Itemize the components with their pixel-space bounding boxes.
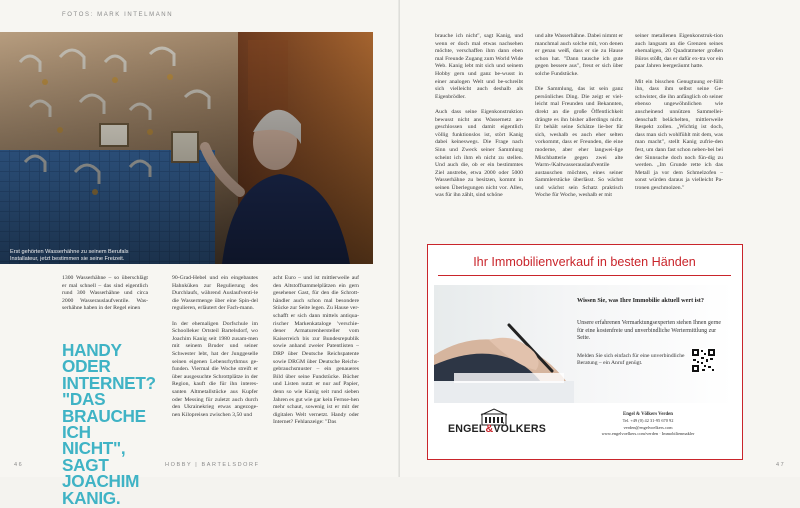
logo-word-voelkers: VÖLKERS (493, 423, 546, 435)
article-paragraph: brauche ich nicht", sagt Kanig, und wenn er doch mal etwas nachsehen möchte, verschaffen ihm dann eben mal Freunde Zugang zum World Wide Web. Kanig lebt mit sich und seinem Hobby gern und ganz be-wusst in einer analogen Welt und be-schreibt sich vielleicht auch deshalb als Eigenbrödler. (435, 33, 523, 100)
pull-quote: HANDY ODER INTERNET? "DAS BRAUCHE ICH NICHT", SAGT JOACHIM KANIG. (62, 340, 156, 508)
feature-photo (0, 32, 373, 264)
ad-headline: Ihr Immobilienverkauf in besten Händen (473, 255, 696, 269)
ad-contact-block (588, 412, 708, 437)
page-number-right: 47 (776, 462, 786, 468)
ad-contact-email[interactable]: verden@engelvoelkers.com (623, 424, 673, 430)
ad-divider (438, 275, 731, 276)
photo-caption: Erst gehörten Wasserhähne zu seinem Berufals Installateur, jetzt bestimmen sie seine Freizeit. (10, 249, 129, 263)
collector-photo-illustration (0, 32, 373, 264)
ad-contact-phone[interactable]: Tel. +49 (0) 42 31-95 670 92 (622, 418, 674, 424)
article-column-6 (635, 33, 723, 200)
ad-contact-firm: Engel & Völkers Verden (623, 412, 673, 417)
article-column-4 (435, 33, 523, 208)
article-paragraph: und alte Wasserhähne. Dabei nimmt er manchmal auch solche mit, von denen er genau weiß, dass er sie zu Hause schon hat. "Dann tausche ich gute gegen bessere aus", freut er sich über solche Fundstücke. (535, 33, 623, 77)
ad-contact-website[interactable]: www.engelvoelkers.com/verden · Immobilienmakler (601, 430, 695, 436)
qr-code-icon[interactable] (691, 348, 716, 373)
article-paragraph: In der ehemaligen Dorfschule im Schoolleker Ortsteil Bartelsdorf, wo Joachim Kanig seit 1980 zusam-men mit seinem Bruder und seiner Schwester lebt, hat der Junggeselle seinen eigenen Lebensrhythmus ge-funden. Viermal die Woche streift er über ausgesuchte Schrottplätze in der Region, kauft die für ihn interes-santen Altmetallstücke aus Kupfer oder Messing für zuletzt auch durch den Ukrainekrieg etwas angezoge-nen Kilopreisen zwischen 3,50 und (172, 320, 258, 418)
article-paragraph: 90-Grad-Hebel und ein eingebautes Hahnküken zur Regulierung des Durchlaufs, während Auslaufventi-le die Wassermenge über eine Spin-del regulieren, erläutert der Fach-mann. (172, 275, 258, 312)
ad-question: Wissen Sie, was Ihre Immobilie aktuell wert ist? (577, 297, 704, 304)
real-estate-advertisement[interactable] (427, 244, 743, 460)
article-column-2 (172, 275, 258, 427)
logo-ampersand: & (485, 423, 494, 435)
article-paragraph: seiner metallenen Eigenkonstruk-tion auch langsam an die Grenzen seines ehemaligen, 20 Quadratmeter großen Büros stößt, das er dafür ex-tra vor ein paar Jahren leergeräumt hatte. (635, 33, 723, 70)
logo-word-engel: ENGEL (448, 423, 486, 435)
article-paragraph: Auch dass seine Eigenkonstruktion bewusst nicht ans Wassernetz an-geschlossen und damit eigentlich völlig funktionslos ist, stört Kanig dabei keineswegs. Die Frage nach Sinn und Zweck seiner Sammlung scheint ich ihm eh nicht zu stellen. Und auch die, ob er ein bestimmtes Ziel anstrebe, etwa 2000 oder 5000 Wasserhähne zu besitzen, kommt in seinen Überlegungen nicht vor. Alles, was für ihn zählt, sind schöne (435, 108, 523, 199)
page-number-left: 46 (14, 462, 24, 468)
ad-brand-logo[interactable] (448, 423, 544, 435)
ad-body-text: Unsere erfahrenen Vermarktungsexperten stehen Ihnen gerne für eine kostenfreie und unverbindliche Wertermittlung zur Seite. (577, 320, 721, 342)
article-column-1 (62, 275, 148, 321)
article-paragraph: Mit ein bisschen Genugtuung er-füllt ihn, dass ihm selbst seine Ge-schwister, die ihn anfänglich ob seiner ebenso ungewöhnlichen wie anscheinend unnützen Sammellei-denschaft belächelten, mittlerweile Respekt zollen. „Wichtig ist doch, dass man sich wohlfühlt mit dem, was man macht", stellt Kanig zufrie-den fest, um dann fast schon neben-bei bei der Sinnsuche doch noch fün-dig zu werden. „Im Grunde rette ich das Metall ja vor dem Schmelzofen – sonst würden daraus ja vielleicht Pa-tronen geschmolzen." (635, 78, 723, 191)
article-paragraph: Die Sammlung, das ist sein ganz persönliches Ding. Die zeigt er viel-leicht mal Freunden und Bekannten, direkt an die große Öffentlichkeit drängte es ihn bisher allerdings nicht. Er behält seine Schätze lie-ber für sich, weshalb es auch eher selten vorkommt, dass er Freunden, die eine moderne, aber eher langwei-lige Mischbatterie gegen zwei alte Warm-/Kaltwasserauslaufventile austauschen möchten, eines seiner Sammlerstücke überlässt. So wächst und wächst sein Schatz praktisch Woche für Woche, weshalb er mit (535, 86, 623, 199)
photo-credit: FOTOS: MARK INTELMANN (62, 12, 174, 18)
article-paragraph: acht Euro – und ist mittlerweile auf den Altstoffsammelplätzen ein gern gesehener Gast, für den die Schrott-händler auch schon mal besondere Stücke zur Seite legen. Zu Hause ver-schafft er sich dann mittels antiqua-rischer Markenkataloge 'verschie-dener Armaturenhersteller vom Kaiserreich bis zur Bundesrepublik sowie anhand zweier Patentlisten – DRP über Deutsche Reichspatente sowie DRGM über Deutsche Reichs-gebrauchsmuster – ein genaueres Bild über seine Fundstücke. Bücher und Listen nutzt er nur auf Papier, denn so wie Kanig seit rund sieben Jahren es gut wie gar kein Fernse-hen mehr schaut, sowenig ist er mit der digitalen Welt vernetzt. Handy oder Internet? Fehlanzeige: "Das (273, 275, 359, 426)
ad-call-to-action: Melden Sie sich einfach für eine unverbindliche Beratung – ein Anruf genügt. (577, 353, 685, 367)
section-label: HOBBY | BARTELSDORF (165, 462, 260, 468)
article-column-5 (535, 33, 623, 208)
article-paragraph: 1300 Wasserhähne – so überschlägt er mal schnell – das sind eigentlich rund 300 Wasserhähne und circa 2000 Wasserauslaufventile. Was-serhähne haben in der Regel einen (62, 275, 148, 312)
article-column-3 (273, 275, 359, 434)
